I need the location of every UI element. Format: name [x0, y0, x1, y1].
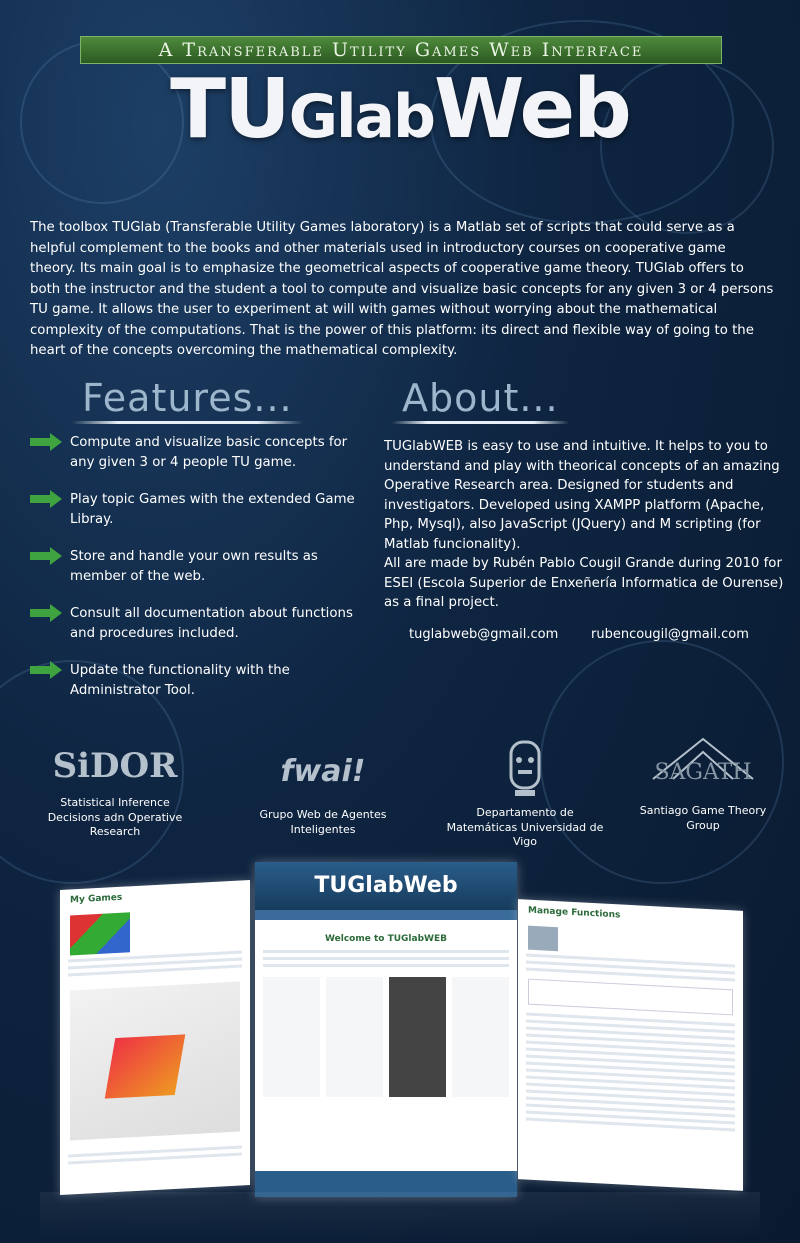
partner-caption: Departamento de Matemáticas Universidad de Vigo — [446, 806, 604, 848]
screenshot-title: Manage Functions — [528, 905, 621, 921]
logo-tu: TU — [170, 62, 289, 157]
feature-text: Consult all documentation about functions and procedures included. — [70, 606, 353, 641]
partner-caption: Statistical Inference Decisions adn Operative Research — [47, 796, 183, 838]
partner-fwai[interactable] — [228, 748, 418, 837]
about-title — [402, 376, 559, 420]
about-text: TUGlabWEB is easy to use and intuitive. It helps to you to understand and play with theorical concepts of an amazing Operative Research area. Designed for students and investigators. Developed using XAMPP platform (Apache, Php, Mysql), also JavaScript (JQuery) and M scripting (for Matlab funcionality). — [384, 439, 780, 552]
plot-area — [70, 982, 240, 1141]
feature-item — [30, 661, 360, 718]
features-title-text: Features... — [82, 376, 293, 420]
mini-logo-tu: TU — [314, 873, 348, 898]
screenshot-welcome — [255, 862, 517, 1197]
features-list — [30, 433, 360, 718]
logo-web: Web — [433, 62, 630, 157]
computer-icon — [528, 926, 558, 952]
partner-caption: Santiago Game Theory Group — [639, 804, 767, 832]
feature-text: Play topic Games with the extended Game Libray. — [70, 492, 355, 527]
feature-item — [30, 547, 360, 604]
about-section — [384, 437, 784, 613]
green-arrow-icon — [30, 604, 62, 622]
feature-item — [30, 490, 360, 547]
green-arrow-icon — [30, 661, 62, 679]
feature-text: Update the functionality with the Administrator Tool. — [70, 663, 290, 698]
features-underline — [72, 421, 303, 424]
puzzle-icon — [70, 912, 130, 955]
partner-sagath[interactable] — [622, 730, 784, 833]
email-link-2[interactable]: rubencougil@gmail.com — [591, 627, 749, 642]
about-title-text: About... — [402, 376, 559, 420]
sidor-logo: SiDOR — [52, 746, 178, 786]
mini-logo-glab: Glab — [347, 873, 404, 898]
sagath-logo — [622, 730, 784, 804]
intro-text: The toolbox TUGlab (Transferable Utility Games laboratory) is a Matlab set of scripts that could serve as a helpful complement to the books and other materials used in introductory courses on cooperative game theory. Its main goal is to emphasize the geometrical aspects of cooperative game theory. TUGlab offers to both the instructor and the student a tool to compute and visualize basic concepts for any given 3 or 4 persons TU game. It allows the user to experiment at will with games without worrying about the mathematical complexity of the computations. That is the power of this platform: its direct and flexible way of going to the heart of the concepts overcoming the mathematical complexity. — [30, 220, 774, 358]
screenshot-my-games — [60, 880, 250, 1195]
screenshot-title: My Games — [70, 892, 123, 906]
green-arrow-icon — [30, 547, 62, 565]
partner-caption: Grupo Web de Agentes Inteligentes — [259, 808, 387, 836]
green-arrow-icon — [30, 433, 62, 451]
logo-glab: Glab — [288, 82, 434, 152]
mini-logo — [255, 862, 517, 910]
green-arrow-icon — [30, 490, 62, 508]
uvigo-emblem-icon — [440, 730, 610, 806]
screenshot-manage-functions — [518, 899, 743, 1191]
feature-item — [30, 433, 360, 490]
about-credits: All are made by Rubén Pablo Cougil Grande during 2010 for ESEI (Escola Superior de Enxeñería Informatica de Ourense) as a final project. — [384, 556, 784, 610]
mini-logo-web: Web — [403, 873, 458, 898]
about-underline — [392, 421, 569, 424]
email-link-1[interactable]: tuglabweb@gmail.com — [409, 627, 559, 642]
site-logo — [0, 62, 800, 157]
partner-sidor[interactable] — [40, 742, 190, 840]
screenshot-title: Welcome to TUGlabWEB — [325, 934, 447, 944]
fwai-logo: fwai! — [280, 754, 366, 789]
feature-item — [30, 604, 360, 661]
features-title — [82, 376, 293, 420]
sagath-logo-text: SAGATH — [654, 760, 752, 785]
feature-text: Store and handle your own results as member of the web. — [70, 549, 318, 584]
reflection — [40, 1192, 760, 1240]
partner-uvigo[interactable] — [440, 730, 610, 850]
header-banner: A Transferable Utility Games Web Interface — [80, 36, 722, 64]
feature-text: Compute and visualize basic concepts for any given 3 or 4 people TU game. — [70, 435, 348, 470]
